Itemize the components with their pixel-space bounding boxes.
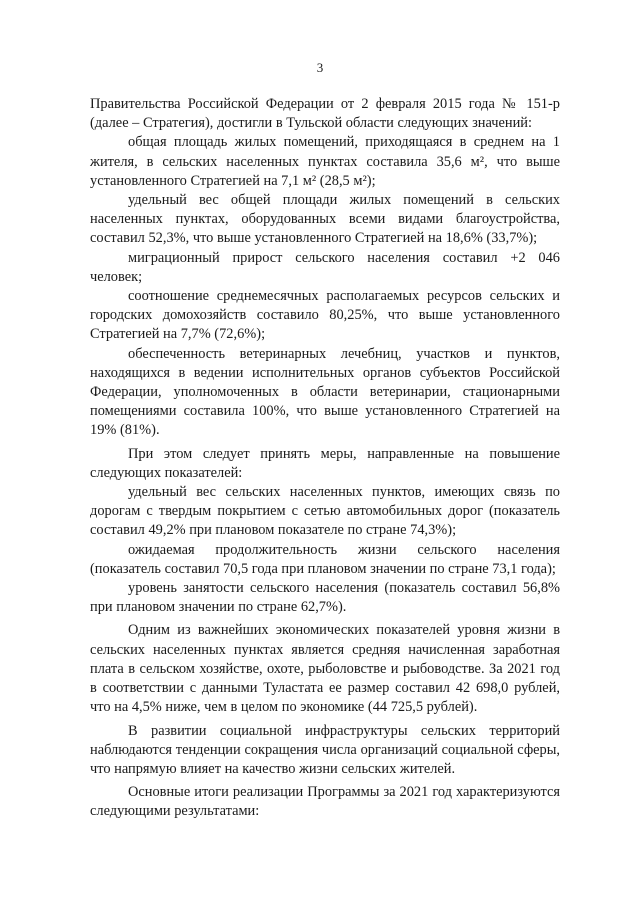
paragraph: Одним из важнейших экономических показателей уровня жизни в сельских населенных пунктах является средняя начисленная заработная плата в сельском хозяйстве, охоте, рыболовстве и рыбоводстве. За 2021 год в соответствии с данными Туластата ее размер составил 42 698,0 рублей, что на 4,5% ниже, чем в целом по экономике (44 725,5 рублей). bbox=[90, 622, 560, 716]
paragraph: Основные итоги реализации Программы за 2021 год характеризуются следующими результатами: bbox=[90, 784, 560, 820]
paragraph: удельный вес общей площади жилых помещений в сельских населенных пунктах, оборудованных всеми видами благоустройства, составил 52,3%, что выше установленного Стратегией на 18,6% (33,7%); bbox=[90, 192, 560, 247]
paragraph: обеспеченность ветеринарных лечебниц, участков и пунктов, находящихся в ведении исполнительных органов субъектов Российской Федерации, уполномоченных в области ветеринарии, стационарными помещениями составила 100%, что выше установленного Стратегией на 19% (81%). bbox=[90, 345, 560, 439]
paragraph: удельный вес сельских населенных пунктов, имеющих связь по дорогам с твердым покрытием с сетью автомобильных дорог (показатель составил 49,2% при плановом показателе по стране 74,3%); bbox=[90, 484, 560, 539]
paragraph: миграционный прирост сельского населения составил +2 046 человек; bbox=[90, 249, 560, 285]
body-text bbox=[90, 95, 560, 822]
paragraph: соотношение среднемесячных располагаемых ресурсов сельских и городских домохозяйств составило 80,25%, что выше установленного Стратегией на 7,7% (72,6%); bbox=[90, 288, 560, 343]
paragraph: Правительства Российской Федерации от 2 февраля 2015 года № 151-р (далее – Стратегия), достигли в Тульской области следующих значений: bbox=[90, 96, 560, 132]
paragraph: При этом следует принять меры, направленные на повышение следующих показателей: bbox=[90, 445, 560, 481]
paragraph: В развитии социальной инфраструктуры сельских территорий наблюдаются тенденции сокращения числа организаций социальной сферы, что напрямую влияет на качество жизни сельских жителей. bbox=[90, 722, 560, 777]
paragraph: общая площадь жилых помещений, приходящаяся в среднем на 1 жителя, в сельских населенных пунктах составила 35,6 м², что выше установленного Стратегией на 7,1 м² (28,5 м²); bbox=[90, 134, 560, 189]
paragraph: ожидаемая продолжительность жизни сельского населения (показатель составил 70,5 года при плановом значении по стране 73,1 года); bbox=[90, 541, 560, 577]
page-number: 3 bbox=[316, 60, 324, 75]
paragraph: уровень занятости сельского населения (показатель составил 56,8% при плановом значении по стране 62,7%). bbox=[90, 580, 560, 616]
